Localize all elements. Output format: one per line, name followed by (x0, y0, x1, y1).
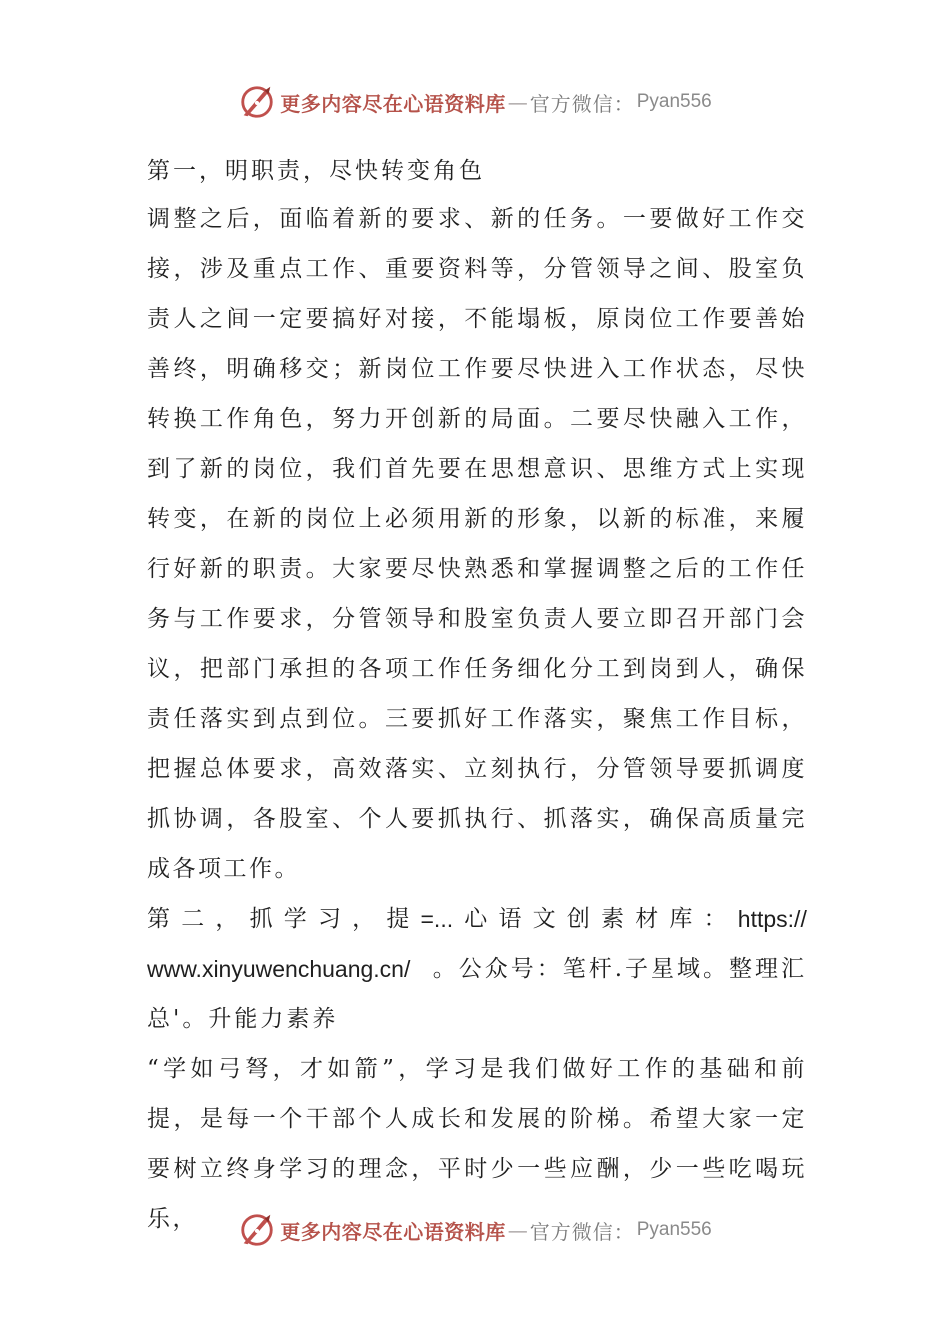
section1-paragraph: 调整之后，面临着新的要求、新的任务。一要做好工作交接，涉及重点工作、重要资料等，分管领导之间、股室负责人之间一定要搞好对接，不能塌板，原岗位工作要善始善终，明确移交；新岗位工作要尽快进入工作状态，尽快转换工作角色，努力开创新的局面。二要尽快融入工作，到了新的岗位，我们首先要在思想意识、思维方式上实现转变，在新的岗位上必须用新的形象，以新的标准，来履行好新的职责。大家要尽快熟悉和掌握调整之后的工作任务与工作要求，分管领导和股室负责人要立即召开部门会议，把部门承担的各项工作任务细化分工到岗到人，确保责任落实到点到位。三要抓好工作落实，聚焦工作目标，把握总体要求，高效落实、立刻执行，分管领导要抓调度抓协调，各股室、个人要抓执行、抓落实，确保高质量完成各项工作。 (147, 206, 807, 882)
section2-heading-glyph: 材 (635, 906, 659, 932)
quill-pen-logo-icon (238, 83, 276, 121)
banner-wechat-id: Pyan556 (636, 1219, 712, 1240)
section2-heading-glyph: 库 (669, 906, 693, 932)
section2-heading-glyph: 二 (181, 906, 205, 932)
section2-heading-glyph: 素 (601, 906, 625, 932)
section2-heading-glyph: 第 (147, 906, 170, 932)
banner-wechat-id: Pyan556 (636, 91, 712, 112)
section2-heading-glyph: ， (352, 906, 376, 932)
section2-heading-glyph: 心 (464, 906, 488, 932)
banner-dash: — (507, 90, 528, 114)
section2-heading-glyph: 文 (532, 906, 556, 932)
section2-heading-line2-rest: 。公众号：笔杆.子星域。整理汇 (432, 956, 807, 982)
source-url-text: www.xinyuwenchuang.cn/ (147, 956, 411, 982)
section2-heading-glyph: 习 (317, 906, 341, 932)
banner-official-label: 官方微信： (529, 91, 635, 116)
banner-brand-text: 更多内容尽在心语资料库 (280, 91, 506, 116)
section2-heading-line1 (147, 894, 807, 944)
banner-dash: — (507, 1218, 528, 1242)
section1-heading: 第一，明职责，尽快转变角色 (147, 158, 485, 184)
footer-watermark-banner (0, 1208, 950, 1252)
section2-heading-glyph: ， (215, 906, 239, 932)
section2-heading-glyph: 创 (566, 906, 590, 932)
banner-official-label: 官方微信： (529, 1219, 635, 1244)
section2-paragraph: “学如弓弩，才如箭”，学习是我们做好工作的基础和前提，是每一个干部个人成长和发展的阶梯。希望大家一定要树立终身学习的理念，平时少一些应酬，少一些吃喝玩乐， (147, 1056, 807, 1232)
section2-heading-glyph: 抓 (249, 906, 273, 932)
header-watermark-banner (0, 80, 950, 124)
section2-heading (147, 894, 807, 1044)
section2-heading-line3: 总'。升能力素养 (147, 1006, 339, 1032)
quill-pen-logo-icon (238, 1211, 276, 1249)
section2-heading-glyph: =... (420, 906, 454, 932)
section2-heading-glyph: ： (703, 906, 727, 932)
section2-heading-glyph: 语 (498, 906, 522, 932)
section2-heading-glyph: https:// (737, 906, 807, 932)
document-body (147, 148, 807, 1244)
section2-heading-glyph: 提 (386, 906, 410, 932)
banner-brand-text: 更多内容尽在心语资料库 (280, 1219, 506, 1244)
section2-heading-glyph: 学 (283, 906, 307, 932)
section2-heading-line2 (147, 944, 807, 994)
